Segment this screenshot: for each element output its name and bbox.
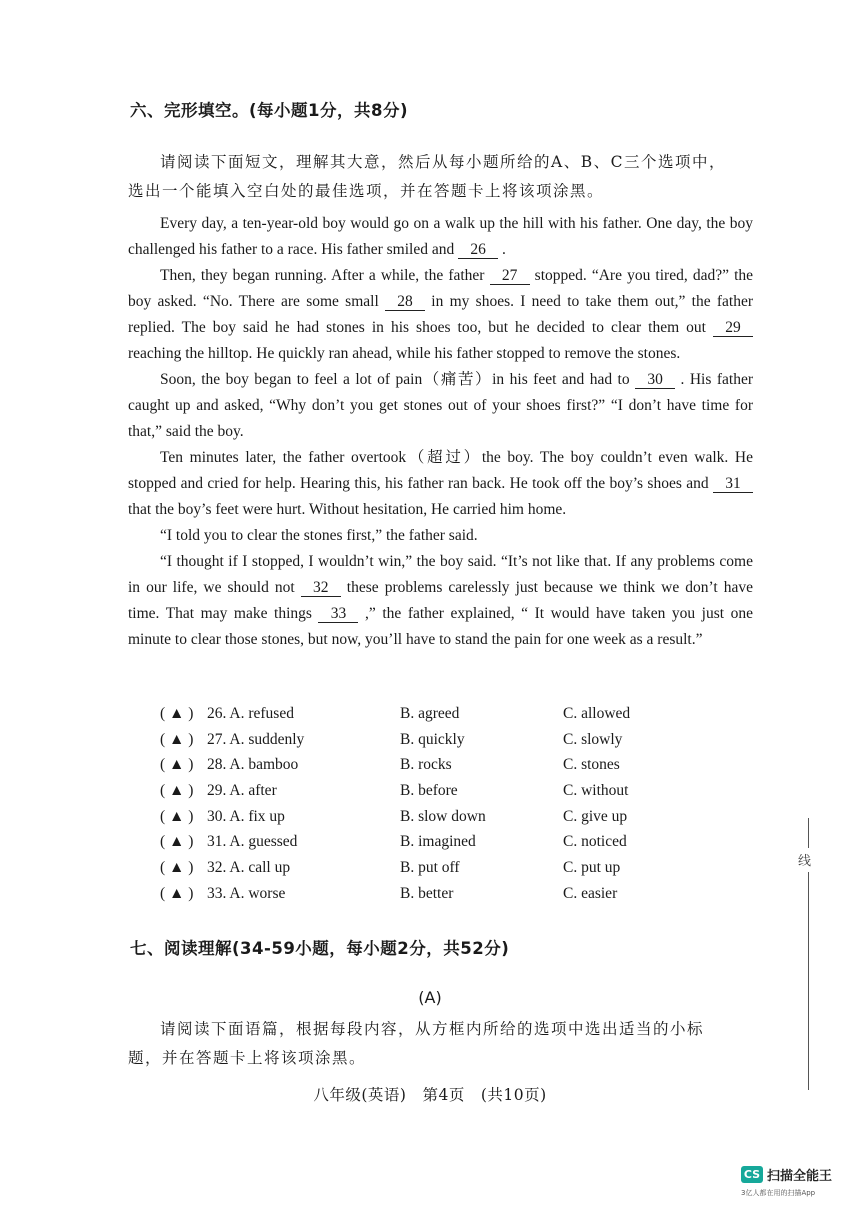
answer-slot: ( ▲ ) <box>160 884 194 902</box>
cs-logo-icon: CS <box>741 1166 763 1183</box>
text: Every day, a ten-year-old boy would go on a walk up the hill with his father. One day, the boy challenged his father to a race. His father smiled and <box>128 215 753 258</box>
instruction-line-1: 请阅读下面短文，理解其大意，然后从每小题所给的A、B、C三个选项中， <box>160 153 726 171</box>
binding-line <box>808 872 809 1090</box>
question-row <box>160 808 760 834</box>
blank-30: 30 <box>635 371 675 389</box>
option-b: B. slow down <box>400 807 486 825</box>
option-b: B. better <box>400 884 454 902</box>
blank-28: 28 <box>385 293 425 311</box>
question-row <box>160 731 760 757</box>
cloze-passage <box>128 211 753 653</box>
section-6-title: 六、完形填空。(每小题1分，共8分) <box>130 101 409 120</box>
answer-slot: ( ▲ ) <box>160 833 194 851</box>
option-c: C. easier <box>563 884 618 902</box>
blank-26: 26 <box>458 241 498 259</box>
question-row <box>160 885 760 911</box>
option-a: 31. A. guessed <box>207 833 298 851</box>
instruction-line-2: 题，并在答题卡上将该项涂黑。 <box>128 1049 367 1067</box>
paragraph-2 <box>128 263 753 367</box>
text: that the boy’s feet were hurt. Without hesitation, He carried him home. <box>128 501 567 518</box>
binding-mark: 线 <box>798 853 812 868</box>
option-c: C. put up <box>563 859 621 877</box>
option-a: 26. A. refused <box>207 705 294 722</box>
binding-line <box>808 818 809 848</box>
text: in my shoes. I need to take them out,” the father replied. The boy said he had stones in his shoes too, but he decided to clear them out <box>128 293 753 336</box>
question-row <box>160 782 760 808</box>
answer-slot: ( ▲ ) <box>160 705 194 722</box>
answer-slot: ( ▲ ) <box>160 807 194 825</box>
answer-slot: ( ▲ ) <box>160 782 194 800</box>
blank-32: 32 <box>301 579 341 597</box>
option-a: 28. A. bamboo <box>207 756 299 774</box>
section-7-title: 七、阅读理解(34-59小题，每小题2分，共52分) <box>130 939 510 958</box>
answer-slot: ( ▲ ) <box>160 756 194 774</box>
option-a: 32. A. call up <box>207 859 291 877</box>
option-c: C. give up <box>563 807 628 825</box>
instruction-line-2: 选出一个能填入空白处的最佳选项，并在答题卡上将该项涂黑。 <box>128 182 605 200</box>
text: . His father caught up and asked, “Why don’t you get stones out of your shoes first?” “I don’t have time for that,” said the boy. <box>128 371 753 440</box>
paragraph-5: “I told you to clear the stones first,” the father said. <box>160 527 478 544</box>
text: . <box>498 241 506 258</box>
option-c: C. allowed <box>563 705 631 722</box>
blank-31: 31 <box>713 475 753 493</box>
blank-33: 33 <box>318 605 358 623</box>
option-a: 29. A. after <box>207 782 277 800</box>
option-c: C. slowly <box>563 730 623 748</box>
option-c: C. stones <box>563 756 620 774</box>
option-b: B. agreed <box>400 705 460 722</box>
paragraph-1 <box>128 211 753 263</box>
text: these problems carelessly just because we think we don’t have time. That may make things <box>128 579 754 622</box>
blank-27: 27 <box>490 267 530 285</box>
watermark-tagline: 3亿人都在用的扫描App <box>741 1189 816 1197</box>
text: ,” the father explained, “ It would have taken you just one minute to clear those stones, but now, you’ll have to stand the pain for one week as a result.” <box>128 605 754 648</box>
option-a: 33. A. worse <box>207 884 286 902</box>
text: “I thought if I stopped, I wouldn’t win,” the boy said. “It’s not like that. If any problems come in our life, we should not <box>128 553 753 596</box>
blank-29: 29 <box>713 319 753 337</box>
question-row <box>160 859 760 885</box>
text: reaching the hilltop. He quickly ran ahead, while his father stopped to remove the stones. <box>128 345 681 362</box>
watermark-name: 扫描全能王 <box>767 1169 833 1184</box>
paragraph-3 <box>128 367 753 445</box>
text: Soon, the boy began to feel a lot of pain（痛苦）in his feet and had to <box>160 371 636 388</box>
question-options <box>160 705 760 911</box>
question-row <box>160 833 760 859</box>
option-b: B. rocks <box>400 756 452 774</box>
option-c: C. noticed <box>563 833 627 851</box>
option-a: 27. A. suddenly <box>207 730 305 748</box>
text: Ten minutes later, the father overtook（超过）the boy. The boy couldn’t even walk. He stopped and cried for help. Hearing this, his father ran back. He took off the boy’s shoes and <box>128 449 753 492</box>
paragraph-4 <box>128 445 753 523</box>
option-c: C. without <box>563 782 629 800</box>
option-b: B. before <box>400 782 458 800</box>
question-row <box>160 756 760 782</box>
question-row <box>160 705 760 731</box>
section-7-instruction <box>128 1015 758 1073</box>
option-b: B. put off <box>400 859 460 877</box>
paragraph-6 <box>128 549 753 653</box>
text: Then, they began running. After a while, the father <box>160 267 490 284</box>
section-6-instruction <box>128 148 758 206</box>
part-a-heading: (A) <box>418 988 442 1007</box>
option-b: B. quickly <box>400 730 465 748</box>
answer-slot: ( ▲ ) <box>160 859 194 877</box>
answer-slot: ( ▲ ) <box>160 730 194 748</box>
option-b: B. imagined <box>400 833 476 851</box>
text: stopped. “Are you tired, dad?” the boy asked. “No. There are some small <box>128 267 753 310</box>
instruction-line-1: 请阅读下面语篇，根据每段内容，从方框内所给的选项中选出适当的小标 <box>160 1020 705 1038</box>
option-a: 30. A. fix up <box>207 807 285 825</box>
page-footer: 八年级(英语) 第4页 (共10页) <box>313 1086 547 1104</box>
